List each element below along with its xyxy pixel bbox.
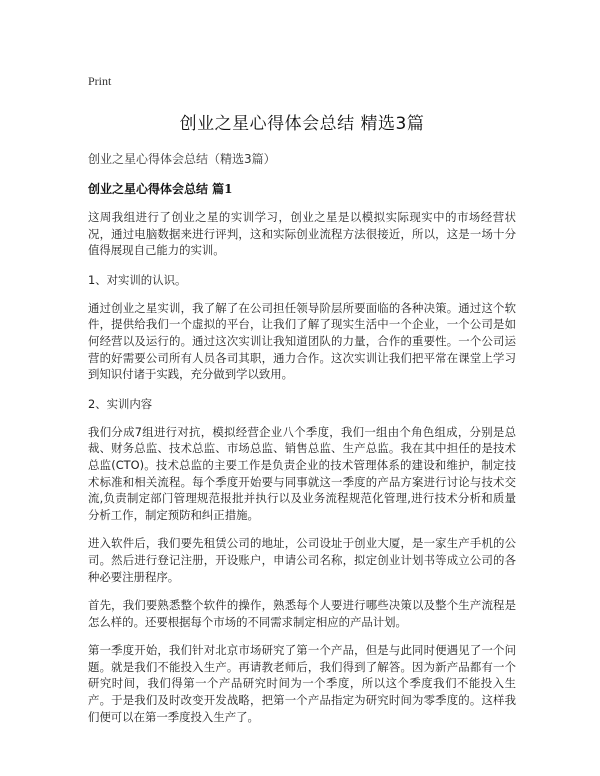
paragraph-first-quarter: 第一季度开始，我们针对北京市场研究了第一个产品，但是与此同时便遇见了一个问题。就是我们不能投入生产。再请教老师后，我们得到了解答。因为新产品都有一个研究时间，我们得第一个产品研究时间为一个季度，所以这个季度我们不能投入生产。于是我们及时改变开发战略，把第一个产品指定为研究时间为零季度的。这样我们便可以在第一季度投入生产了。: [88, 643, 516, 724]
paragraph-training-content: 我们分成7组进行对抗，模拟经营企业八个季度，我们一组由个角色组成，分别是总裁、财务总监、技术总监、市场总监、销售总监、生产总监。我在其中担任的是技术总监(CTO)。技术总监的主要工作是负责企业的技术管理体系的建设和维护，制定技术标准和相关流程。每个季度开始要与同事就这一季度的产品方案进行讨论与技术交流,负责制定部门管理规范报批并执行以及业务流程规范化管理,进行技术分析和质量分析工作，制定预防和纠正措施。: [88, 424, 516, 522]
list-item-1: 1、对实训的认识。: [88, 272, 187, 287]
document-page: [88, 70, 516, 725]
print-link[interactable]: Print: [88, 74, 112, 88]
section-heading: 创业之星心得体会总结 篇1: [88, 182, 233, 196]
paragraph-software-familiarity: 首先，我们要熟悉整个软件的操作，熟悉每个人要进行哪些决策以及整个生产流程是怎么样的。还要根据每个市场的不同需求制定相应的产品计划。: [88, 598, 516, 629]
intro-paragraph: 这周我组进行了创业之星的实训学习，创业之星是以模拟实际现实中的市场经营状况，通过电脑数据来进行评判，这和实际创业流程方法很接近，所以，这是一场十分值得展现自己能力的实训。: [88, 210, 516, 258]
document-title: 创业之星心得体会总结 精选3篇: [179, 114, 425, 134]
paragraph-company-setup: 进入软件后，我们要先租赁公司的地址，公司设址于创业大厦，是一家生产手机的公司。然后进行登记注册，开设账户，申请公司名称，拟定创业计划书等成立公司的各种必要注册程序。: [88, 536, 516, 584]
paragraph-understanding: 通过创业之星实训，我了解了在公司担任领导阶层所要面临的各种决策。通过这个软件，提供给我们一个虚拟的平台，让我们了解了现实生活中一个企业，一个公司是如何经营以及运行的。通过这次实训让我知道团队的力量，合作的重要性。一个公司运营的好需要公司所有人员各司其职，通力合作。这次实训让我们把平常在课堂上学习到知识付诸于实践，充分做到学以致用。: [88, 300, 516, 382]
document-subtitle: 创业之星心得体会总结（精选3篇）: [88, 152, 276, 166]
list-item-2: 2、实训内容: [88, 396, 153, 411]
